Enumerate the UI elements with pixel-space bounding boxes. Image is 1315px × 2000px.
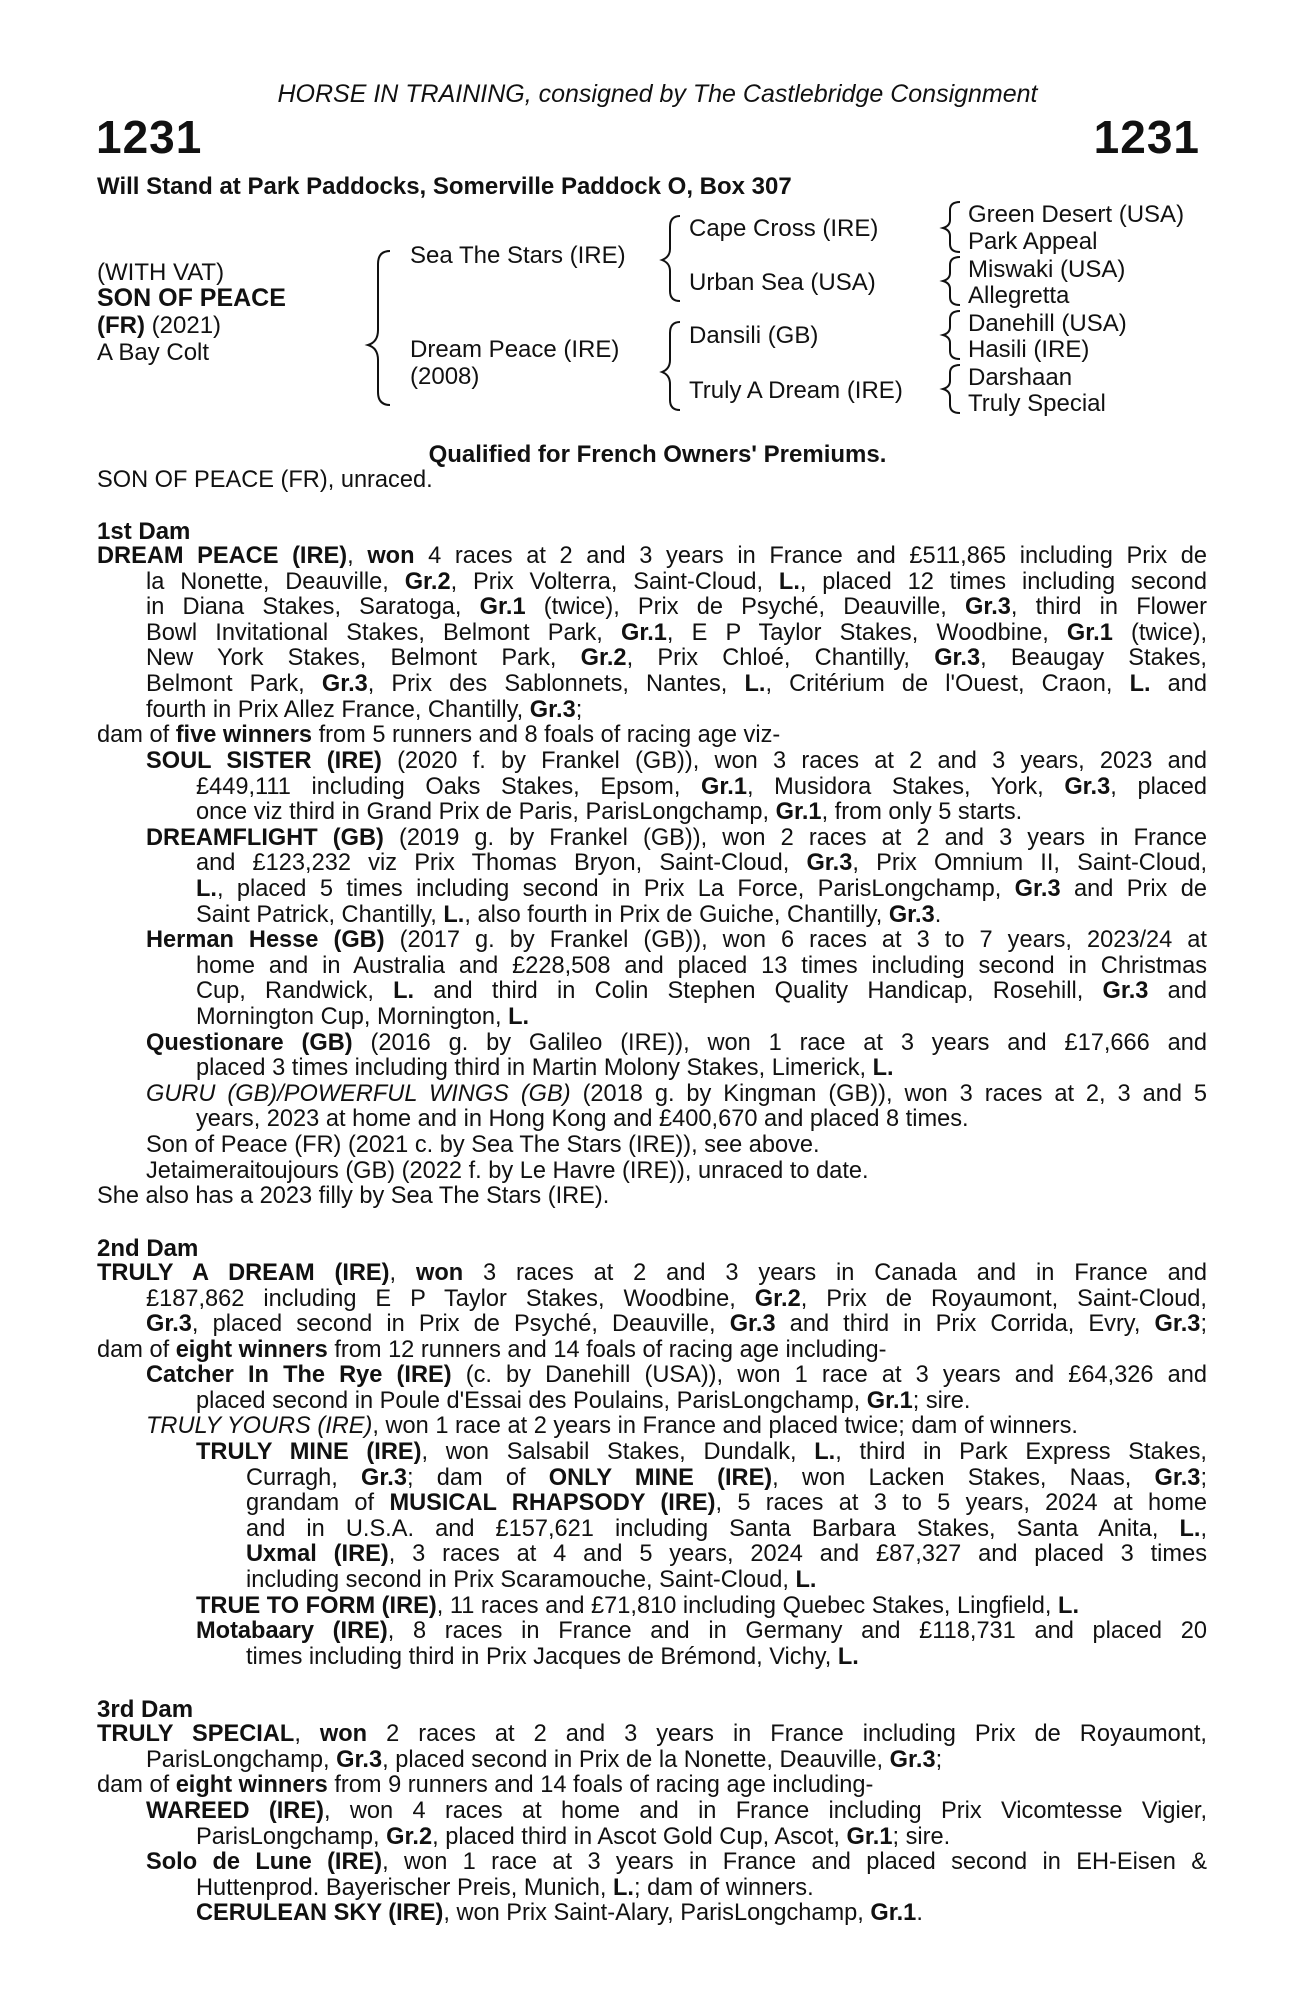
section-heading-1st-dam: 1st Dam xyxy=(97,518,191,545)
qualified-note: Qualified for French Owners' Premiums. xyxy=(428,441,887,468)
consignment-header: HORSE IN TRAINING, consigned by The Castlebridge Consignment xyxy=(277,80,1038,108)
dsd: Hasili (IRE) xyxy=(968,336,1090,363)
dam1-text: DREAM PEACE (IRE), won 4 races at 2 and 3 years in France and £511,865 including Prix de la Nonette, Deauville, Gr.2, Prix Volterra, Saint-Cloud, L., placed 12 times including second in Diana Stakes, Saratoga, Gr.1 (twice), Prix de Psyché, Deauville, Gr.3, third in Flower Bowl Invitational Stakes, Belmont Park, Gr.1, E P Taylor Stakes, Woodbine, Gr.1 (twice), New York Stakes, Belmont Park, Gr.2, Prix Chloé, Chantilly, Gr.3, Beaugay Stakes, Belmont Park, Gr.3, Prix des Sablonnets, Nantes, L., Critérium de l'Ouest, Craon, L. and fourth in Prix Allez France, Chantilly, Gr.3; dam of five winners from 5 runners and 8 foals of racing age viz- xyxy=(97,543,1208,749)
ssd: Park Appeal xyxy=(968,228,1098,255)
horse-description: A Bay Colt xyxy=(97,339,210,366)
horse-origin: (FR) xyxy=(97,312,145,339)
lot-number-left: 1231 xyxy=(96,111,203,163)
horse-year: (2021) xyxy=(151,312,222,339)
sire-sire: Cape Cross (IRE) xyxy=(689,215,879,242)
dam-dam: Truly A Dream (IRE) xyxy=(689,377,903,404)
ddd: Truly Special xyxy=(968,390,1106,417)
dam-year: (2008) xyxy=(410,363,480,390)
section-heading-2nd-dam: 2nd Dam xyxy=(97,1235,199,1262)
horse-vat: (WITH VAT) xyxy=(97,259,225,286)
sds: Miswaki (USA) xyxy=(968,256,1126,283)
dam3-progeny: WAREED (IRE), won 4 races at home and in France including Prix Vicomtesse Vigier, ParisLongchamp, Gr.2, placed third in Ascot Gold Cup, Ascot, Gr.1; sire. Solo de Lune (IRE), won 1 race at 3 years in France and placed second in EH-Eisen & Huttenprod. Bayerischer Preis, Munich, L.; dam of winners. CERULEAN SKY (IRE), won Prix Saint-Alary, ParisLongchamp, Gr.1. xyxy=(146,1798,1207,1927)
sss: Green Desert (USA) xyxy=(968,201,1185,228)
dds: Darshaan xyxy=(968,364,1073,391)
sdd: Allegretta xyxy=(968,282,1070,309)
dss: Danehill (USA) xyxy=(968,310,1127,337)
dam1-progeny: SOUL SISTER (IRE) (2020 f. by Frankel (GB)), won 3 races at 2 and 3 years, 2023 and £449,111 including Oaks Stakes, Epsom, Gr.1, Musidora Stakes, York, Gr.3, placed once viz third in Grand Prix de Paris, ParisLongchamp, Gr.1, from only 5 starts. DREAMFLIGHT (GB) (2019 g. by Frankel (GB)), won 2 races at 2 and 3 years in France and £123,232 viz Prix Thomas Bryon, Saint-Cloud, Gr.3, Prix Omnium II, Saint-Cloud, L., placed 5 times including second in Prix La Force, ParisLongchamp, Gr.3 and Prix de Saint Patrick, Chantilly, L., also fourth in Prix de Guiche, Chantilly, Gr.3. Herman Hesse (GB) (2017 g. by Frankel (GB)), won 6 races at 3 to 7 years, 2023/24 at home and in Australia and £228,508 and placed 13 times including second in Christmas Cup, Randwick, L. and third in Colin Stephen Quality Handicap, Rosehill, Gr.3 and Mornington Cup, Mornington, L. Questionare (GB) (2016 g. by Galileo (IRE)), won 1 race at 3 years and £17,666 and placed 3 times including third in Martin Molony Stakes, Limerick, L. GURU (GB)/POWERFUL WINGS (GB) (2018 g. by Kingman (GB)), won 3 races at 2, 3 and 5 years, 2023 at home and in Hong Kong and £400,670 and placed 8 times. Son of Peace (FR) (2021 c. by Sea The Stars (IRE)), see above. Jetaimeraitoujours (GB) (2022 f. by Le Havre (IRE)), unraced to date. xyxy=(146,748,1208,1184)
dam2-grandprogeny: TRULY MINE (IRE), won Salsabil Stakes, Dundalk, L., third in Park Express Stakes, Curragh, Gr.3; dam of ONLY MINE (IRE), won Lacken Stakes, Naas, Gr.3; grandam of MUSICAL RHAPSODY (IRE), 5 races at 3 to 5 years, 2024 at home and in U.S.A. and £157,621 including Santa Barbara Stakes, Santa Anita, L., Uxmal (IRE), 3 races at 4 and 5 years, 2024 and £87,327 and placed 3 times including second in Prix Scaramouche, Saint-Cloud, L. TRUE TO FORM (IRE), 11 races and £71,810 including Quebec Stakes, Lingfield, L. Motabaary (IRE), 8 races in France and in Germany and £118,731 and placed 20 times including third in Prix Jacques de Brémond, Vichy, L. xyxy=(196,1439,1207,1670)
dam: Dream Peace (IRE) xyxy=(410,336,620,363)
dam2-progeny: Catcher In The Rye (IRE) (c. by Danehill (USA)), won 1 race at 3 years and £64,326 and placed second in Poule d'Essai des Poulains, ParisLongchamp, Gr.1; sire. TRULY YOURS (IRE), won 1 race at 2 years in France and placed twice; dam of winners. xyxy=(146,1362,1207,1440)
stand-location: Will Stand at Park Paddocks, Somerville Paddock O, Box 307 xyxy=(97,173,792,200)
sire-dam: Urban Sea (USA) xyxy=(689,269,876,296)
dam1-also: She also has a 2023 filly by Sea The Stars (IRE). xyxy=(97,1183,610,1209)
unraced-note: SON OF PEACE (FR), unraced. xyxy=(97,467,433,493)
dam3-text: TRULY SPECIAL, won 2 races at 2 and 3 years in France including Prix de Royaumont, ParisLongchamp, Gr.3, placed second in Prix de la Nonette, Deauville, Gr.3; dam of eight winners from 9 runners and 14 foals of racing age including- xyxy=(97,1721,1207,1799)
sire: Sea The Stars (IRE) xyxy=(410,242,626,269)
section-heading-3rd-dam: 3rd Dam xyxy=(97,1696,194,1723)
dam-sire: Dansili (GB) xyxy=(689,322,819,349)
lot-number-right: 1231 xyxy=(1093,111,1200,163)
dam2-text: TRULY A DREAM (IRE), won 3 races at 2 and 3 years in Canada and in France and £187,862 including E P Taylor Stakes, Woodbine, Gr.2, Prix de Royaumont, Saint-Cloud, Gr.3, placed second in Prix de Psyché, Deauville, Gr.3 and third in Prix Corrida, Evry, Gr.3; dam of eight winners from 12 runners and 14 foals of racing age including- xyxy=(97,1260,1207,1363)
horse-name: SON OF PEACE xyxy=(97,284,286,312)
